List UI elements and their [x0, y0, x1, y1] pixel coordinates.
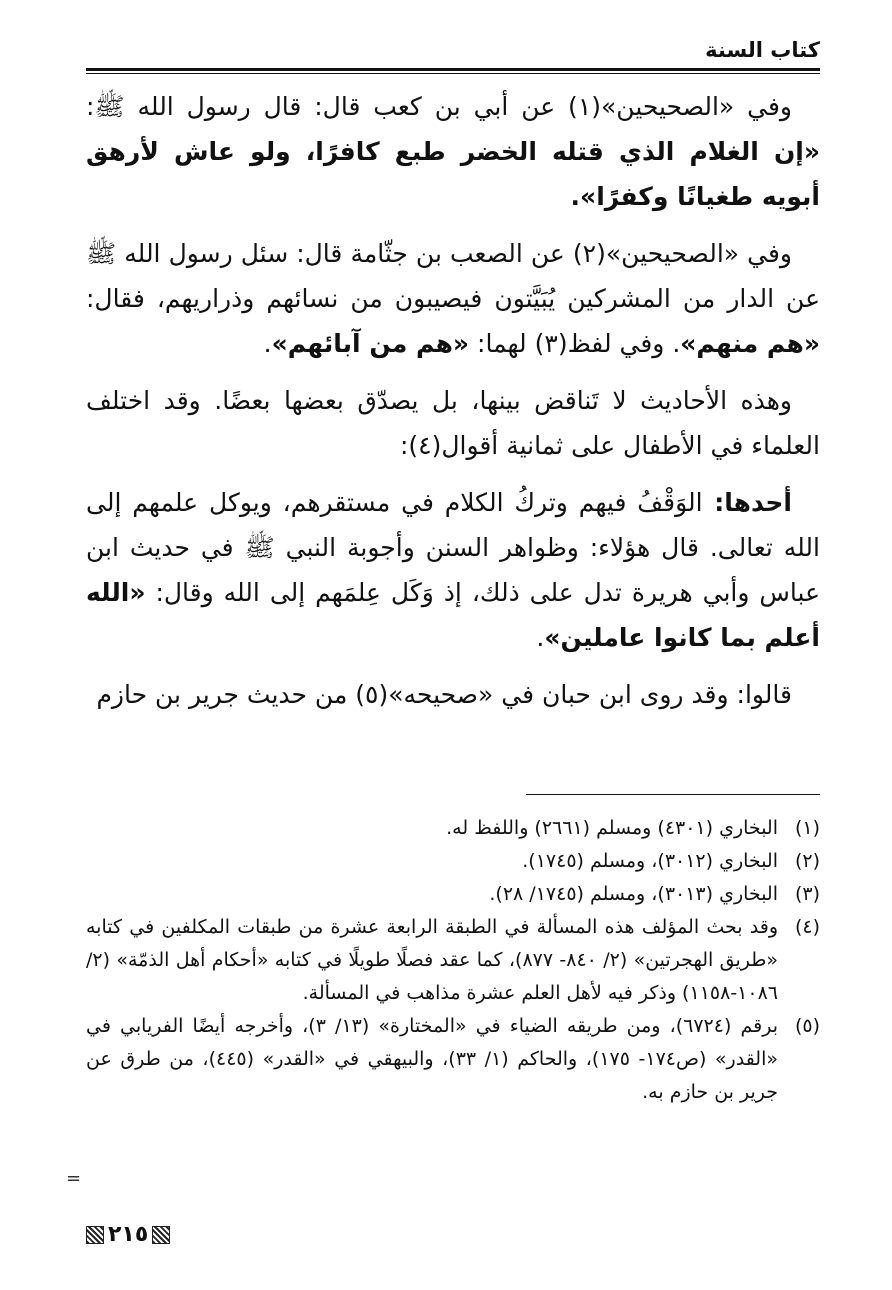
paragraph-2-text-3: . [263, 329, 272, 358]
paragraph-3-text: وهذه الأحاديث لا تَناقض بينها، بل يصدّق بعضها بعضًا. وقد اختلف العلماء في الأطفال على ثمانية أقوال(٤): [86, 386, 820, 460]
paragraph-1-text: وفي «الصحيحين»(١) عن أبي بن كعب قال: قال رسول الله ﷺ: [86, 92, 792, 121]
paragraph-2-quote-1: «هم منهم» [680, 329, 820, 358]
footnote-3 [86, 878, 820, 911]
page-number: ٢١٥ [108, 1222, 149, 1247]
ornament-icon [152, 1226, 170, 1244]
paragraph-3 [86, 378, 820, 468]
ornament-icon [86, 1226, 104, 1244]
footnote-text: البخاري (٣٠١٢)، ومسلم (١٧٤٥). [522, 850, 778, 872]
paragraph-1 [86, 84, 820, 219]
paragraph-2-text-2: . وفي لفظ(٣) لهما: [469, 329, 681, 358]
paragraph-4-lead: أحدها: [702, 488, 792, 517]
paragraph-1-hadith-quote: «إن الغلام الذي قتله الخضر طبع كافرًا، ولو عاش لأرهق أبويه طغيانًا وكفرًا». [86, 137, 820, 211]
footnote-number: (٢) [794, 850, 820, 872]
footnote-separator [526, 794, 820, 795]
paragraph-2 [86, 231, 820, 366]
paragraph-2-text: وفي «الصحيحين»(٢) عن الصعب بن جثّامة قال: سئل رسول الله ﷺ عن الدار من المشركين يُبَيَّتون فيصيبون من نسائهم وذراريهم، فقال: [86, 239, 820, 313]
paragraph-2-quote-2: «هم من آبائهم» [271, 329, 470, 358]
footnote-text: البخاري (٤٣٠١) ومسلم (٢٦٦١) واللفظ له. [446, 817, 778, 839]
paragraph-4-text-2: . [536, 623, 545, 652]
paragraph-4 [86, 480, 820, 660]
footnote-4 [86, 911, 820, 1010]
footnotes [86, 812, 820, 1109]
footnote-2 [86, 845, 820, 878]
footnote-number: (٥) [794, 1015, 820, 1037]
footnote-1 [86, 812, 820, 845]
footnote-text: البخاري (٣٠١٣)، ومسلم (١٧٤٥/ ٢٨). [489, 883, 778, 905]
paragraph-5-text: قالوا: وقد روى ابن حبان في «صحيحه»(٥) من حديث جرير بن حازم [96, 680, 792, 709]
footnote-number: (٤) [794, 916, 820, 938]
header-rule-thick [86, 68, 820, 71]
footnote-text: وقد بحث المؤلف هذه المسألة في الطبقة الرابعة عشرة من طبقات المكلفين في كتابه «طريق الهجرتين» (٢/ ٨٤٠- ٨٧٧)، كما عقد فصلًا طويلًا في كتابه «أحكام أهل الذمّة» (٢/ ١٠٨٦-١١٥٨) وذكر فيه لأهل العلم عشرة مذاهب في المسألة. [86, 916, 778, 1004]
paragraph-4-text: الوَقْفُ فيهم وتركُ الكلام في مستقرهم، ويوكل علمهم إلى الله تعالى. قال هؤلاء: وظواهر السنن وأجوبة النبي ﷺ في حديث ابن عباس وأبي هريرة تدل على ذلك، إذ وَكَل عِلمَهم إلى الله وقال: [86, 488, 820, 607]
footnote-text: برقم (٦٧٢٤)، ومن طريقه الضياء في «المختارة» (١٣/ ٣)، وأخرجه أيضًا الفريابي في «القدر» (ص١٧٤- ١٧٥)، والحاكم (١/ ٣٣)، والبيهقي في «القدر» (٤٤٥)، من طرق عن جرير بن حازم به. [86, 1015, 778, 1103]
header-rule-thin [86, 73, 820, 74]
paragraph-5 [86, 672, 820, 717]
footnote-5 [86, 1010, 820, 1109]
footnote-number: (٣) [794, 883, 820, 905]
footnote-number: (١) [794, 817, 820, 839]
page-header-title: كتاب السنة [705, 38, 820, 62]
main-text [86, 84, 820, 729]
page-number-block [86, 1222, 170, 1247]
paragraph-4-quote: «الله أعلم بما كانوا عاملين» [86, 578, 820, 652]
continuation-mark: = [66, 1168, 82, 1189]
